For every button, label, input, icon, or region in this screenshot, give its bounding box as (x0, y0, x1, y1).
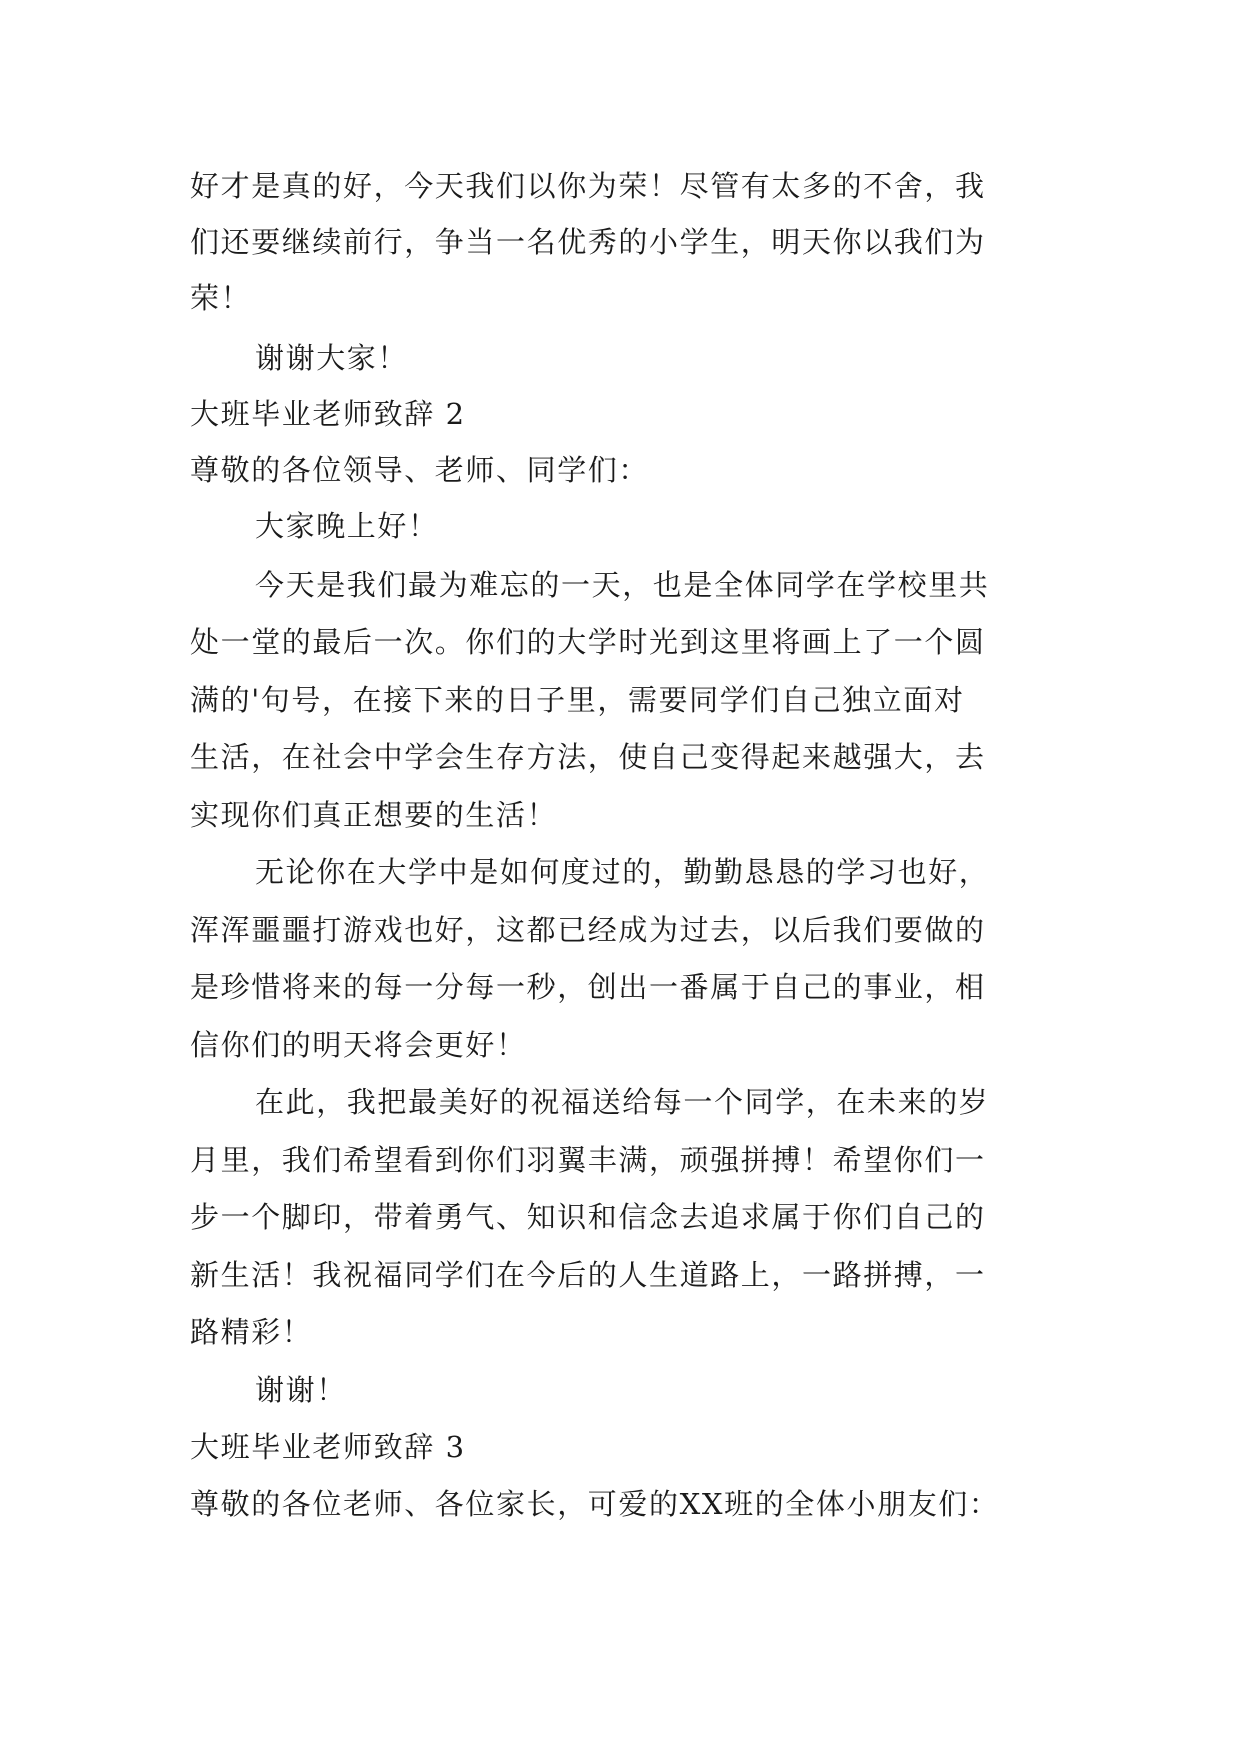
paragraph-line: 路精彩！ (190, 1315, 313, 1349)
paragraph-line: 处一堂的最后一次。你们的大学时光到这里将画上了一个圆 (190, 625, 986, 659)
section-heading: 大班毕业老师致辞 3 (190, 1430, 466, 1464)
greeting-line: 大家晚上好！ (255, 509, 439, 543)
salutation-line: 尊敬的各位老师、各位家长，可爱的XX班的全体小朋友们： (190, 1487, 1000, 1521)
paragraph-line: 荣！ (190, 281, 252, 315)
paragraph-line: 信你们的明天将会更好！ (190, 1028, 527, 1062)
paragraph-line: 月里，我们希望看到你们羽翼丰满，顽强拼搏！希望你们一 (190, 1143, 986, 1177)
section-heading: 大班毕业老师致辞 2 (190, 397, 466, 431)
paragraph-line: 浑浑噩噩打游戏也好，这都已经成为过去，以后我们要做的 (190, 913, 986, 947)
paragraph-line: 无论你在大学中是如何度过的，勤勤恳恳的学习也好， (255, 855, 990, 889)
paragraph-line: 新生活！我祝福同学们在今后的人生道路上，一路拼搏，一 (190, 1258, 986, 1292)
paragraph-line: 步一个脚印，带着勇气、知识和信念去追求属于你们自己的 (190, 1200, 986, 1234)
paragraph-line: 们还要继续前行，争当一名优秀的小学生，明天你以我们为 (190, 225, 986, 259)
paragraph-line: 满的'句号，在接下来的日子里，需要同学们自己独立面对 (190, 683, 965, 717)
paragraph-line: 好才是真的好，今天我们以你为荣！尽管有太多的不舍，我 (190, 169, 986, 203)
closing-line: 谢谢！ (255, 1373, 347, 1407)
paragraph-line: 是珍惜将来的每一分每一秒，创出一番属于自己的事业，相 (190, 970, 986, 1004)
paragraph-line: 生活，在社会中学会生存方法，使自己变得起来越强大，去 (190, 740, 986, 774)
salutation-line: 尊敬的各位领导、老师、同学们： (190, 453, 650, 487)
closing-line: 谢谢大家！ (255, 341, 409, 375)
paragraph-line: 实现你们真正想要的生活！ (190, 798, 558, 832)
paragraph-line: 在此，我把最美好的祝福送给每一个同学，在未来的岁 (255, 1085, 990, 1119)
paragraph-line: 今天是我们最为难忘的一天，也是全体同学在学校里共 (255, 568, 990, 602)
